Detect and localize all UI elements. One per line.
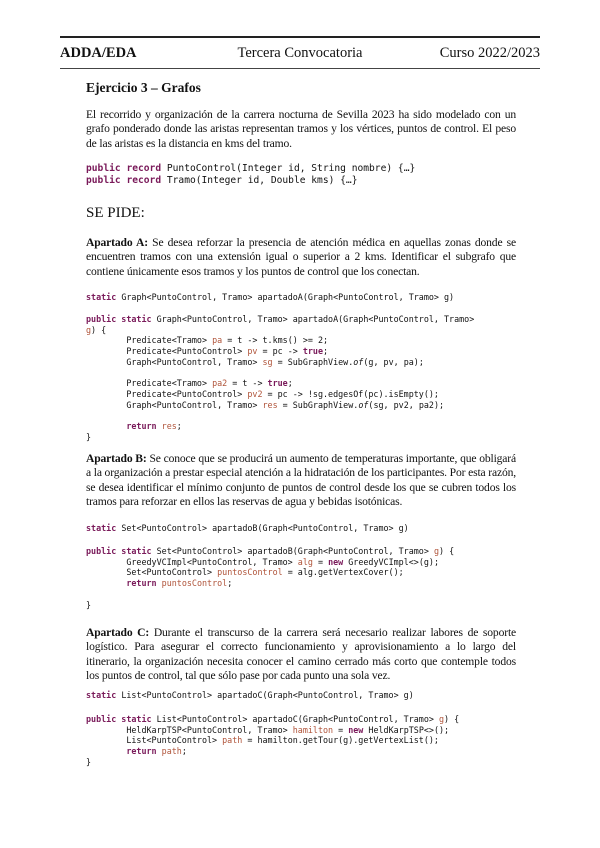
- apartado-c-label: Apartado C:: [86, 626, 150, 639]
- exercise-title: Ejercicio 3 – Grafos: [86, 80, 201, 95]
- record-keyword: record: [126, 163, 162, 174]
- apartado-b-paragraph: [86, 452, 516, 510]
- intro-paragraph: El recorrido y organización de la carrera nocturna de Sevilla 2023 ha sido modelado con un grafo ponderado donde las aristas representan tramos y los vértices, puntos de control. El peso de las aristas es la distancia en kms del tramo.: [86, 108, 516, 150]
- exam-name: Tercera Convocatoria: [237, 44, 363, 61]
- apartado-a-signature: static Graph<PuntoControl, Tramo> apartadoA(Graph<PuntoControl, Tramo> g): [86, 292, 455, 302]
- page-header: [60, 36, 540, 69]
- course-name: ADDA/EDA: [60, 44, 137, 61]
- record-keyword: public: [86, 175, 121, 186]
- apartado-c-solution-code: public static List<PuntoControl> apartadoC(Graph<PuntoControl, Tramo> g) { HeldKarpTSP<PuntoControl, Tramo> hamilton = new HeldKarpTSP<>(); List<PuntoControl> path = hamilton.getTour(g).getVertexList(); return path; }: [86, 714, 460, 767]
- apartado-b-signature: static Set<PuntoControl> apartadoB(Graph<PuntoControl, Tramo> g): [86, 523, 409, 533]
- apartado-b-solution-code: public static Set<PuntoControl> apartadoB(Graph<PuntoControl, Tramo> g) { GreedyVCImpl<PuntoControl, Tramo> alg = new GreedyVCImpl<>(g); Set<PuntoControl> puntosControl = alg.getVertexCover(); return puntosControl; }: [86, 546, 455, 610]
- apartado-a-text: Se desea reforzar la presencia de atención médica en aquellas zonas donde se encuentren tramos con una extensión igual o superior a 2 kms. Identificar el subgrafo que contiene únicamente esos tramos y los puntos de control que los conectan.: [86, 236, 517, 278]
- apartado-b-label: Apartado B:: [86, 452, 147, 465]
- course-year: Curso 2022/2023: [439, 44, 540, 61]
- apartado-a-solution-code: public static Graph<PuntoControl, Tramo> apartadoA(Graph<PuntoControl, Tramo> g) { Predicate<Tramo> pa = t -> t.kms() >= 2; Predicate<PuntoControl> pv = pc -> true; Graph<PuntoControl, Tramo> sg = SubGraphView.of(g, pv, pa); Predicate<Tramo> pa2 = t -> true; Predicate<PuntoControl> pv2 = pc -> !sg.edgesOf(pc).isEmpty(); Graph<PuntoControl, Tramo> res = SubGraphView.of(sg, pv2, pa2); return res; }: [86, 314, 475, 442]
- records-code: [86, 163, 526, 187]
- record-keyword: public: [86, 163, 121, 174]
- apartado-a-label: Apartado A:: [86, 236, 148, 249]
- apartado-a-signature-text: Graph<PuntoControl, Tramo> apartadoA(Graph<PuntoControl, Tramo> g): [121, 292, 455, 302]
- apartado-c-signature-text: List<PuntoControl> apartadoC(Graph<PuntoControl, Tramo> g): [121, 690, 414, 700]
- apartado-b-signature-text: Set<PuntoControl> apartadoB(Graph<PuntoControl, Tramo> g): [121, 523, 409, 533]
- record-keyword: record: [126, 175, 162, 186]
- apartado-c-text: Durante el transcurso de la carrera será necesario realizar labores de soporte logístico. Para asegurar el correcto funcionamiento y aprovisionamiento a lo largo del itinerario, la organización necesita conocer el camino cerrado más corto que contemple todos los puntos de control, tal que sólo pase por cada punto una sola vez.: [86, 626, 517, 683]
- record-decl: PuntoControl(Integer id, String nombre) {…}: [166, 163, 416, 174]
- record-decl: Tramo(Integer id, Double kms) {…}: [166, 175, 358, 186]
- apartado-b-text: Se conoce que se producirá un aumento de temperaturas importante, que obligará a la organización a prestar especial atención a la hidratación de los participantes. Por esta razón, se desea identificar el mínimo conjunto de puntos de control desde los que se cubren todos los tramos para reforzar en ellos las reservas de agua y bebidas isotónicas.: [86, 452, 517, 509]
- apartado-c-paragraph: [86, 626, 516, 684]
- apartado-c-signature: static List<PuntoControl> apartadoC(Graph<PuntoControl, Tramo> g): [86, 690, 414, 700]
- se-pide-heading: SE PIDE:: [86, 205, 145, 221]
- apartado-a-paragraph: [86, 236, 516, 279]
